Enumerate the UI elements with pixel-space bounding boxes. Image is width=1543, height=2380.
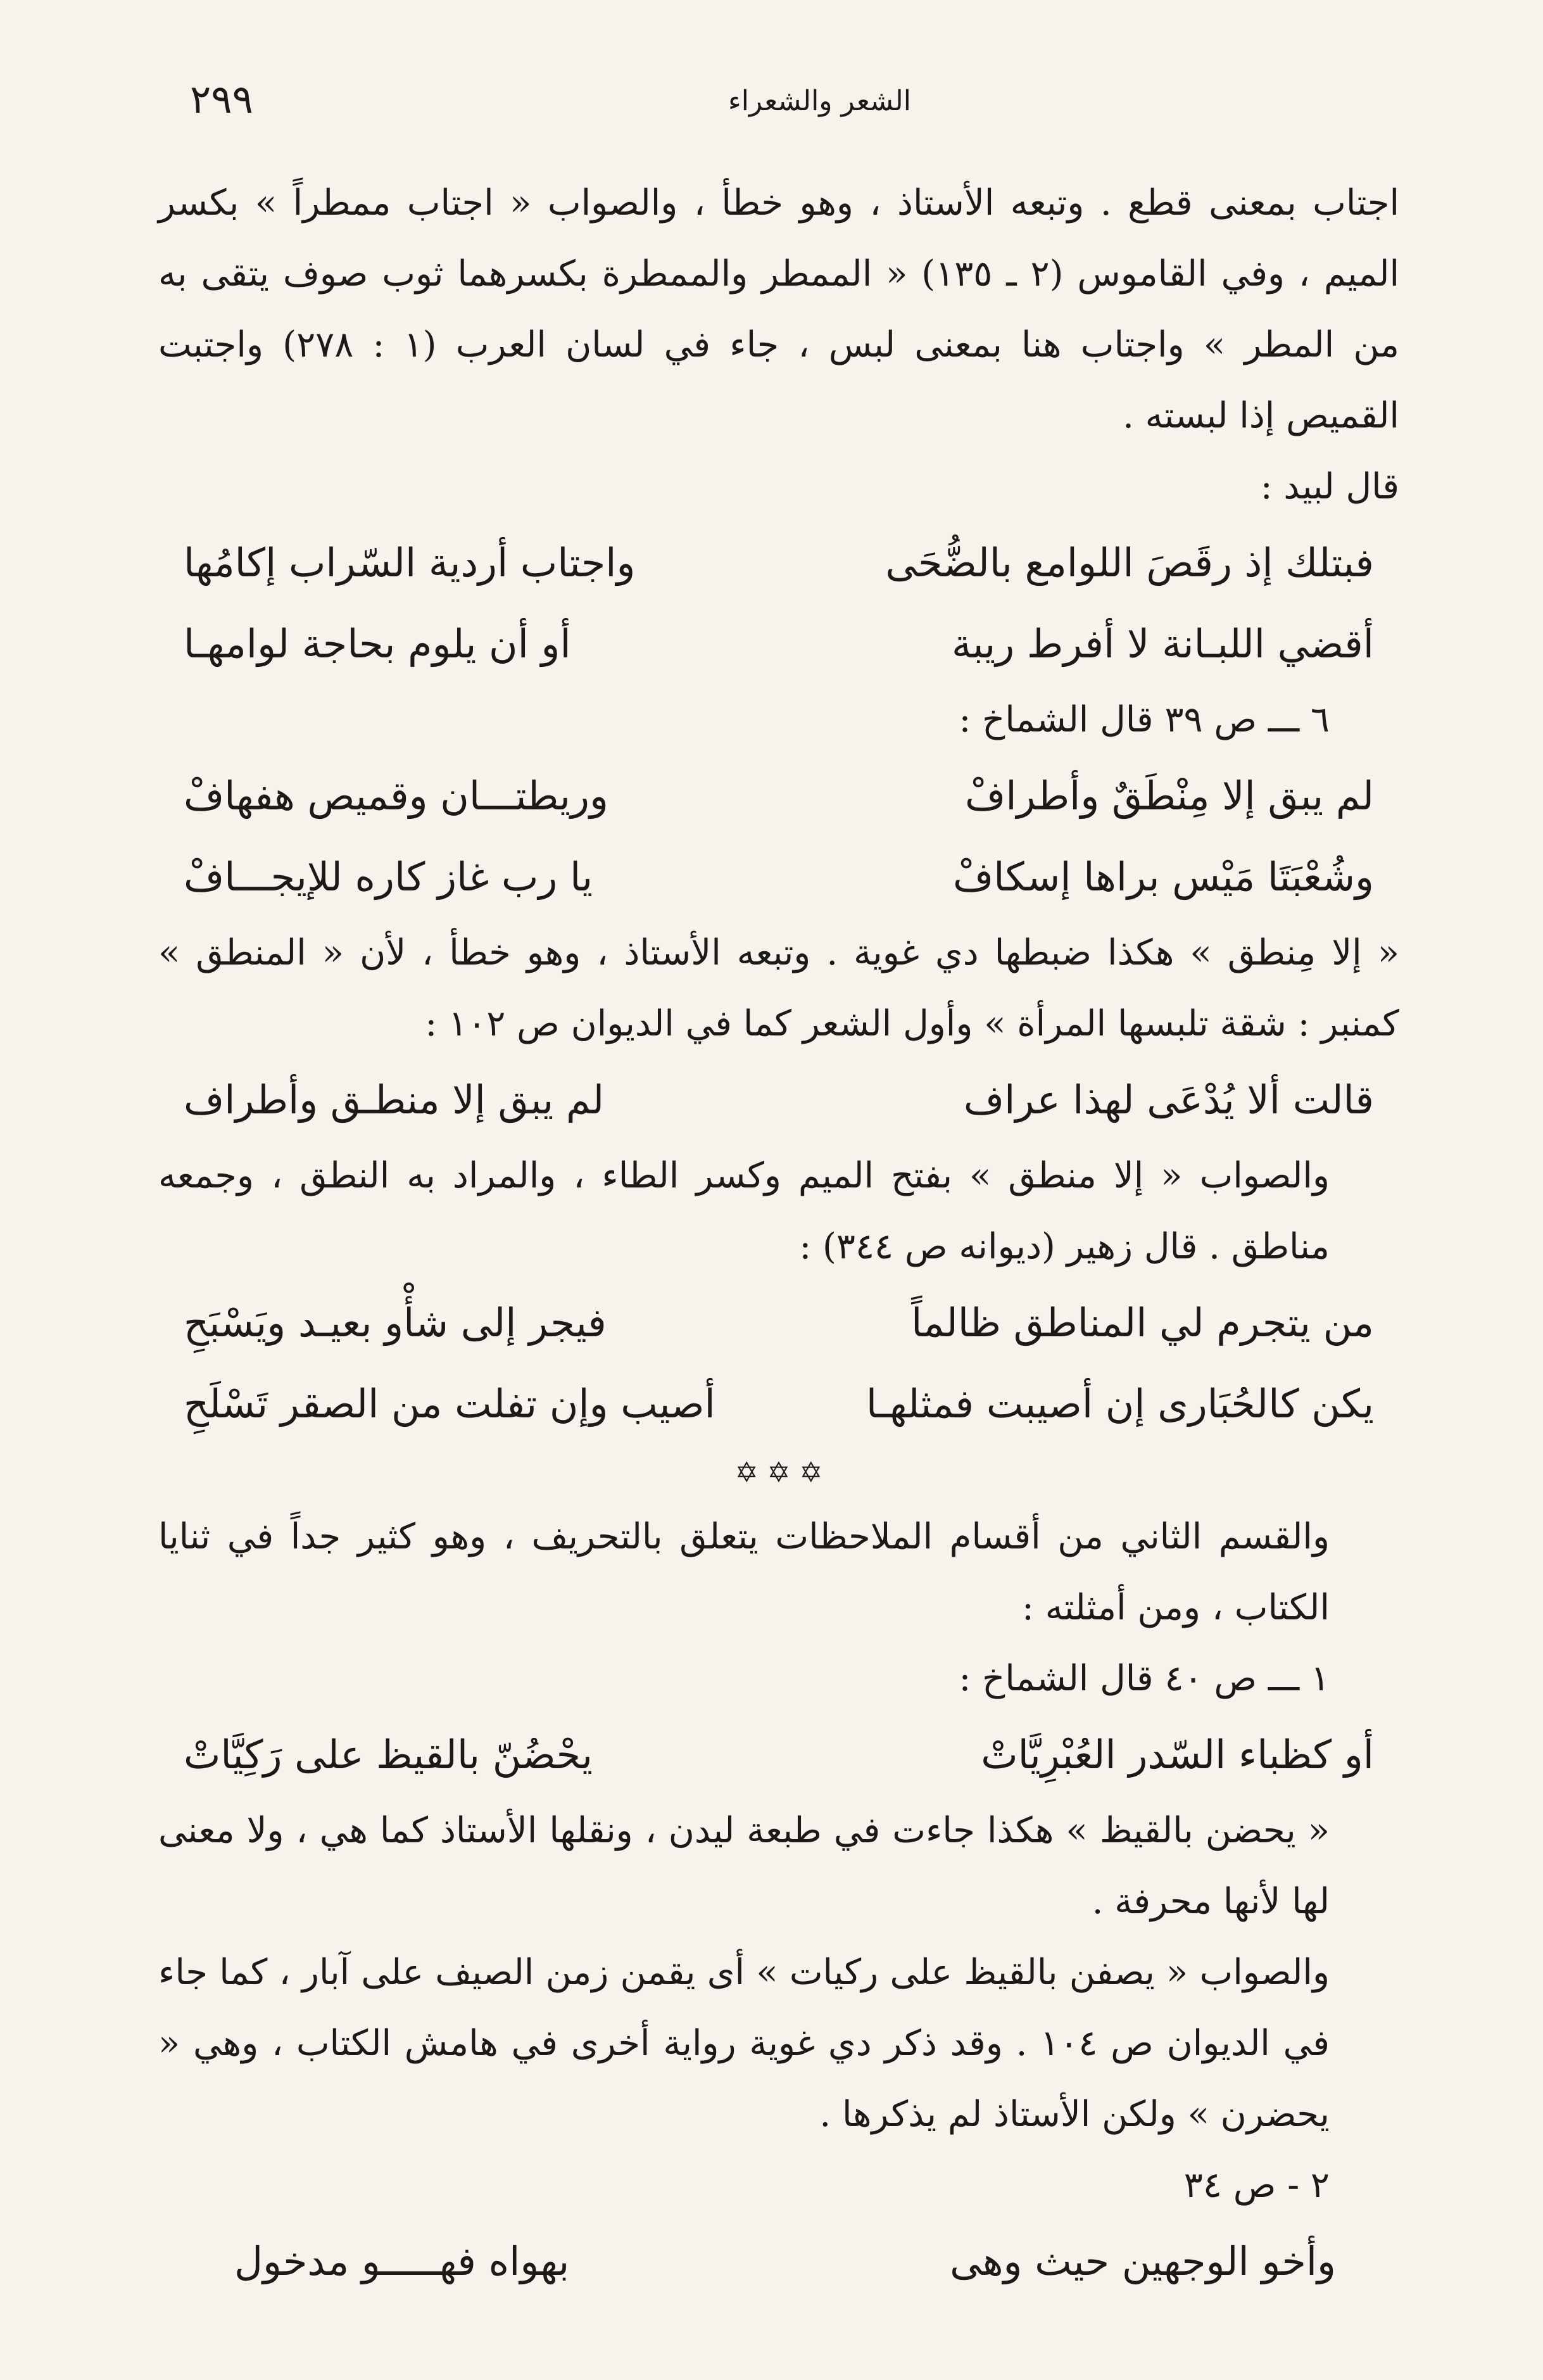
verse-first-hemistich: يكن كالحُبَارى إن أصيبت فمثلهـا (866, 1381, 1374, 1427)
citation-label: ٢ - ص ٣٤ (1183, 2165, 1330, 2206)
verse-line (158, 2221, 1399, 2302)
paragraph: « يحضن بالقيظ » هكذا جاءت في طبعة ليدن ، ونقلها الأستاذ كما هي ، ولا معنى لها لأنها محرفة . (158, 1810, 1330, 1922)
verse-second-hemistich: أصيب وإن تفلت من الصقر تَسْلَحِ (184, 1381, 715, 1427)
page-body (158, 168, 1399, 2302)
verse-line (158, 1282, 1399, 1364)
paragraph: والصواب « إلا منطق » بفتح الميم وكسر الطاء ، والمراد به النطق ، وجمعه مناطق . قال زهير (ديوانه ص ٣٤٤) : (158, 1155, 1330, 1267)
verse-line (158, 756, 1399, 837)
verse-second-hemistich: لم يبق إلا منطـق وأطراف (184, 1077, 605, 1123)
verse-first-hemistich: قالت ألا يُدْعَى لهذا عراف (963, 1077, 1374, 1123)
verse-second-hemistich: أو أن يلوم بحاجة لوامهـا (184, 621, 571, 667)
verse-line (158, 837, 1399, 918)
verse-line (158, 1714, 1399, 1795)
verse-first-hemistich: وشُعْبَتَا مَيْس براها إسكافْ (952, 854, 1374, 900)
paragraph: « إلا مِنطق » هكذا ضبطها دي غوية . وتبعه الأستاذ ، وهو خطأ ، لأن « المنطق » كمنبر : شقة تلبسها المرأة » وأول الشعر كما في الديوان ص ١٠٢ : (158, 932, 1399, 1044)
verse-first-hemistich: لم يبق إلا مِنْطَقٌ وأطرافْ (965, 773, 1374, 819)
verse-line (158, 1060, 1399, 1141)
paragraph: والصواب « يصفن بالقيظ على ركيات » أى يقمن زمن الصيف على آبار ، كما جاء في الديوان ص ١٠٤ . وقد ذكر دي غوية رواية أخرى في هامش الكتاب ، وهي « يحضرن » ولكن الأستاذ لم يذكرها . (158, 1952, 1330, 2135)
verse-first-hemistich: أو كظباء السّدر العُبْرِيَّاتْ (981, 1731, 1374, 1778)
verse-second-hemistich: فيجر إلى شأْو بعيـد ويَسْبَحِ (184, 1300, 607, 1346)
verse-second-hemistich: يا رب غاز كاره للإيجـــافْ (184, 854, 593, 900)
citation-label: ٦ ـــ ص ٣٩ قال الشماخ : (959, 699, 1330, 740)
verse-first-hemistich: أقضي اللبـانة لا أفرط ريبة (952, 621, 1374, 667)
verse-second-hemistich: بهواه فهـــــو مدخول (234, 2238, 570, 2284)
verse-first-hemistich: وأخو الوجهين حيث وهى (950, 2238, 1336, 2284)
verse-line (158, 522, 1399, 604)
running-title: الشعر والشعراء (728, 85, 911, 117)
verse-first-hemistich: فبتلك إذ رقَصَ اللوامع بالضُّحَى (885, 540, 1374, 586)
page-number: ٢٩٩ (190, 76, 253, 122)
verse-line (158, 1364, 1399, 1445)
verse-line (158, 604, 1399, 685)
citation-label: قال لبيد : (1260, 466, 1399, 507)
paragraph: والقسم الثاني من أقسام الملاحظات يتعلق بالتحريف ، وهو كثير جداً في ثنايا الكتاب ، ومن أمثلته : (158, 1516, 1330, 1628)
verse-second-hemistich: يحْضُنّ بالقيظ على رَكِيَّاتْ (184, 1731, 593, 1778)
verse-second-hemistich: واجتاب أردية السّراب إكامُها (184, 540, 636, 586)
verse-second-hemistich: وريطتـــان وقميص هفهافْ (184, 773, 608, 819)
verse-first-hemistich: من يتجرم لي المناطق ظالماً (911, 1300, 1374, 1346)
section-separator-stars: ✡ ✡ ✡ (734, 1457, 823, 1489)
page-header (190, 76, 1393, 133)
citation-label: ١ ـــ ص ٤٠ قال الشماخ : (959, 1658, 1330, 1699)
paragraph: اجتاب بمعنى قطع . وتبعه الأستاذ ، وهو خطأ ، والصواب « اجتاب ممطراً » بكسر الميم ، وفي القاموس (٢ ـ ١٣٥) « الممطر والممطرة بكسرهما ثوب صوف يتقى به من المطر » واجتاب هنا بمعنى لبس ، جاء في لسان العرب (١ : ٢٧٨) واجتبت القميص إذا لبسته . (158, 182, 1400, 436)
